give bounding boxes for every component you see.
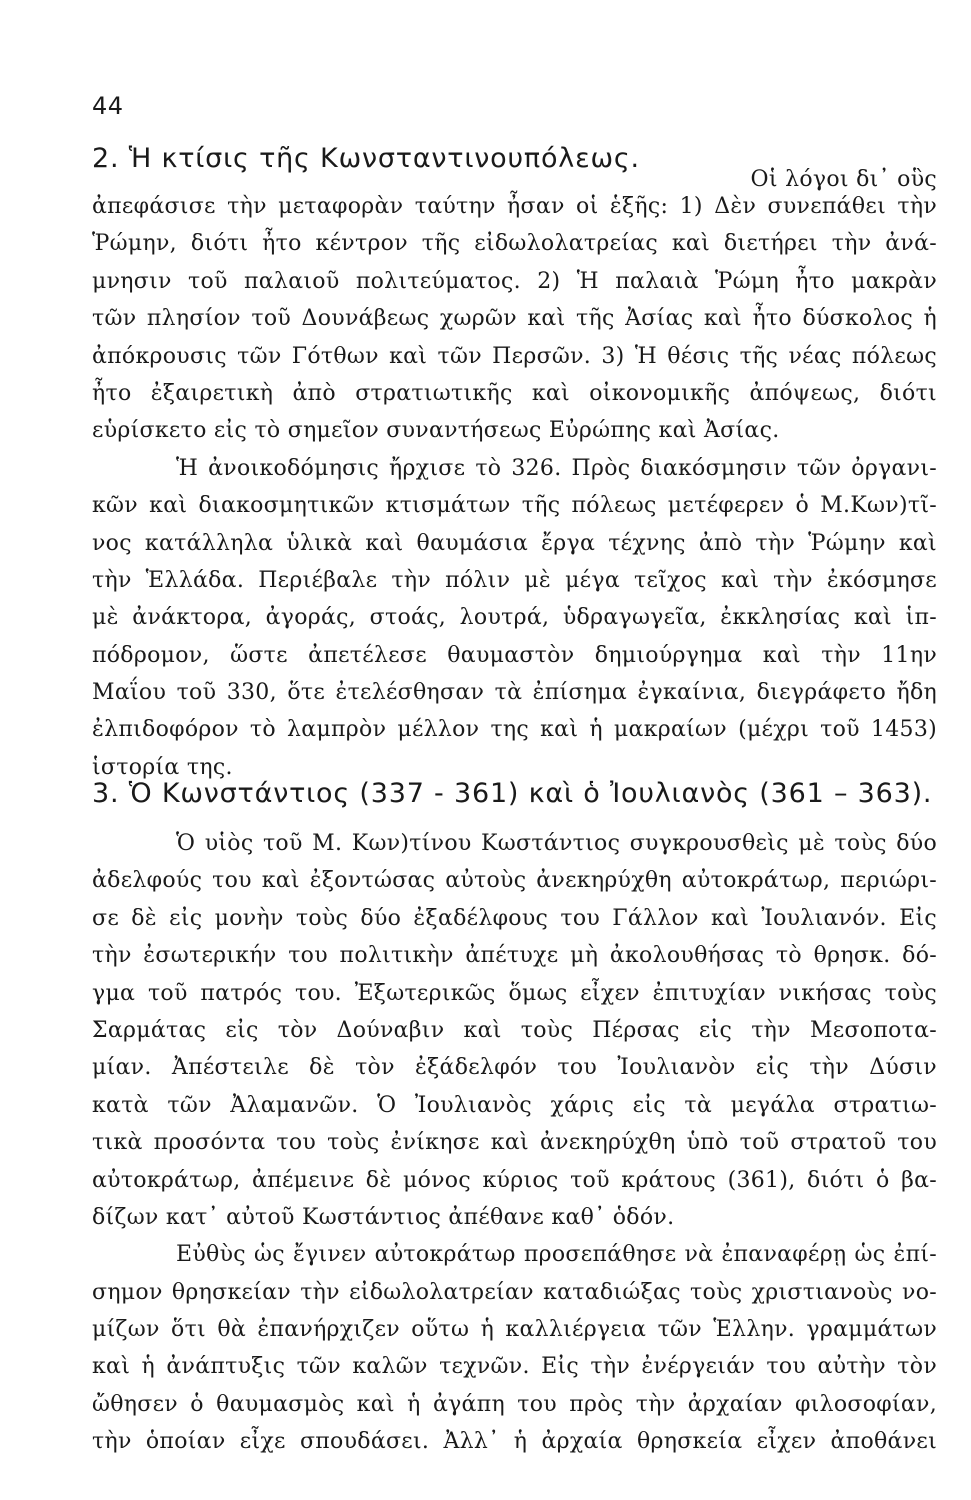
text-line: ἀπεφάσισε τὴν μεταφορὰν ταύτην ἦσαν οἱ ἑξῆς: 1) Δὲν συνεπάθει τὴν: [92, 194, 937, 219]
text-line: πόδρομον, ὥστε ἀπετέλεσε θαυμαστὸν δημιούργημα καὶ τὴν 11ην: [92, 642, 937, 668]
text-line: κῶν καὶ διακοσμητικῶν κτισμάτων τῆς πόλεως μετέφερεν ὁ Μ.Κων)τῖ-: [92, 493, 937, 519]
text-line: σε δὲ εἰς μονὴν τοὺς δύο ἐξαδέλφους του Γάλλον καὶ Ἰουλιανόν. Εἰς: [92, 905, 937, 931]
text-line: ἱστορία της.: [92, 754, 233, 780]
text-line: κατὰ τῶν Ἀλαμανῶν. Ὁ Ἰουλιανὸς χάρις εἰς τὰ μεγάλα στρατιω-: [92, 1092, 937, 1118]
text-line: τὴν ὁποίαν εἶχε σπουδάσει. Ἀλλ᾽ ἡ ἀρχαία θρησκεία εἶχεν ἀποθάνει: [92, 1429, 937, 1455]
text-line: αὐτοκράτωρ, ἀπέμεινε δὲ μόνος κύριος τοῦ κράτους (361), διότι ὁ βα-: [92, 1167, 937, 1193]
text-line: Ὁ υἱὸς τοῦ Μ. Κων)τίνου Κωστάντιος συγκρουσθεὶς μὲ τοὺς δύο: [176, 831, 937, 856]
text-line: ἀδελφούς του καὶ ἐξοντώσας αὐτοὺς ἀνεκηρύχθη αὐτοκράτωρ, περιώρι-: [92, 868, 937, 894]
text-line: μνησιν τοῦ παλαιοῦ πολιτεύματος. 2) Ἡ παλαιὰ Ῥώμη ἦτο μακρὰν: [92, 268, 937, 294]
text-line: ὤθησεν ὁ θαυμασμὸς καὶ ἡ ἀγάπη του πρὸς τὴν ἀρχαίαν φιλοσοφίαν,: [92, 1391, 937, 1417]
text-line: μίαν. Ἀπέστειλε δὲ τὸν ἐξάδελφόν του Ἰουλιανὸν εἰς τὴν Δύσιν: [92, 1055, 937, 1081]
text-line: εὑρίσκετο εἰς τὸ σημεῖον συναντήσεως Εὐρώπης καὶ Ἀσίας.: [92, 418, 780, 444]
text-line: τικὰ προσόντα του τοὺς ἐνίκησε καὶ ἀνεκηρύχθη ὑπὸ τοῦ στρατοῦ του: [92, 1130, 937, 1156]
text-line: τὴν ἐσωτερικήν του πολιτικὴν ἀπέτυχε μὴ ἀκολουθήσας τὸ θρησκ. δό-: [92, 943, 937, 969]
section-2-first-line-tail: Οἱ λόγοι δι᾽ οὓς: [750, 167, 937, 192]
text-line: μίζων ὅτι θὰ ἐπανήρχιζεν οὕτω ἡ καλλιέργεια τῶν Ἑλλην. γραμμάτων: [92, 1317, 937, 1343]
text-line: γμα τοῦ πατρός του. Ἐξωτερικῶς ὅμως εἶχεν ἐπιτυχίαν νικήσας τοὺς: [92, 980, 937, 1006]
text-line: τῶν πλησίον τοῦ Δουνάβεως χωρῶν καὶ τῆς Ἀσίας καὶ ἦτο δύσκολος ἡ: [92, 306, 937, 332]
text-line: δίζων κατ᾽ αὐτοῦ Κωστάντιος ἀπέθανε καθ᾽ ὁδόν.: [92, 1204, 675, 1230]
text-line: τὴν Ἑλλάδα. Περιέβαλε τὴν πόλιν μὲ μέγα τεῖχος καὶ τὴν ἐκόσμησε: [92, 567, 937, 593]
text-line: μὲ ἀνάκτορα, ἀγοράς, στοάς, λουτρά, ὑδραγωγεῖα, ἐκκλησίας καὶ ἱπ-: [92, 605, 937, 631]
text-line: νος κατάλληλα ὑλικὰ καὶ θαυμάσια ἔργα τέχνης ἀπὸ τὴν Ῥώμην καὶ: [92, 530, 937, 556]
text-line: Ἡ ἀνοικοδόμησις ἤρχισε τὸ 326. Πρὸς διακόσμησιν τῶν ὀργανι-: [176, 455, 937, 481]
section-3-body: [92, 825, 937, 1461]
text-line: ἀπόκρουσις τῶν Γότθων καὶ τῶν Περσῶν. 3) Ἡ θέσις τῆς νέας πόλεως: [92, 343, 937, 369]
text-line: Εὐθὺς ὡς ἔγινεν αὐτοκράτωρ προσεπάθησε νὰ ἐπαναφέρῃ ὡς ἐπί-: [176, 1242, 937, 1268]
text-line: Ῥώμην, διότι ἦτο κέντρον τῆς εἰδωλολατρείας καὶ διετήρει τὴν ἀνά-: [92, 231, 937, 257]
page-number: 44: [92, 92, 124, 120]
text-line: σημον θρησκείαν τὴν εἰδωλολατρείαν καταδιώξας τοὺς χριστιανοὺς νο-: [92, 1279, 937, 1305]
section-3-heading: 3. Ὁ Κωνστάντιος (337 - 361) καὶ ὁ Ἰουλιανὸς (361 – 363).: [92, 778, 933, 809]
section-2-body: [92, 188, 937, 786]
text-line: ἦτο ἐξαιρετικὴ ἀπὸ στρατιωτικῆς καὶ οἰκονομικῆς ἀπόψεως, διότι: [92, 380, 937, 406]
section-2-heading: 2. Ἡ κτίσις τῆς Κωνσταντινουπόλεως.: [92, 143, 640, 174]
text-line: καὶ ἡ ἀνάπτυξις τῶν καλῶν τεχνῶν. Εἰς τὴν ἐνέργειάν του αὐτὴν τὸν: [92, 1354, 937, 1380]
text-line: ἐλπιδοφόρον τὸ λαμπρὸν μέλλον της καὶ ἡ μακραίων (μέχρι τοῦ 1453): [92, 717, 937, 743]
text-line: Μαΐου τοῦ 330, ὅτε ἐτελέσθησαν τὰ ἐπίσημα ἐγκαίνια, διεγράφετο ἤδη: [92, 680, 937, 706]
text-line: Σαρμάτας εἰς τὸν Δούναβιν καὶ τοὺς Πέρσας εἰς τὴν Μεσοποτα-: [92, 1017, 937, 1043]
